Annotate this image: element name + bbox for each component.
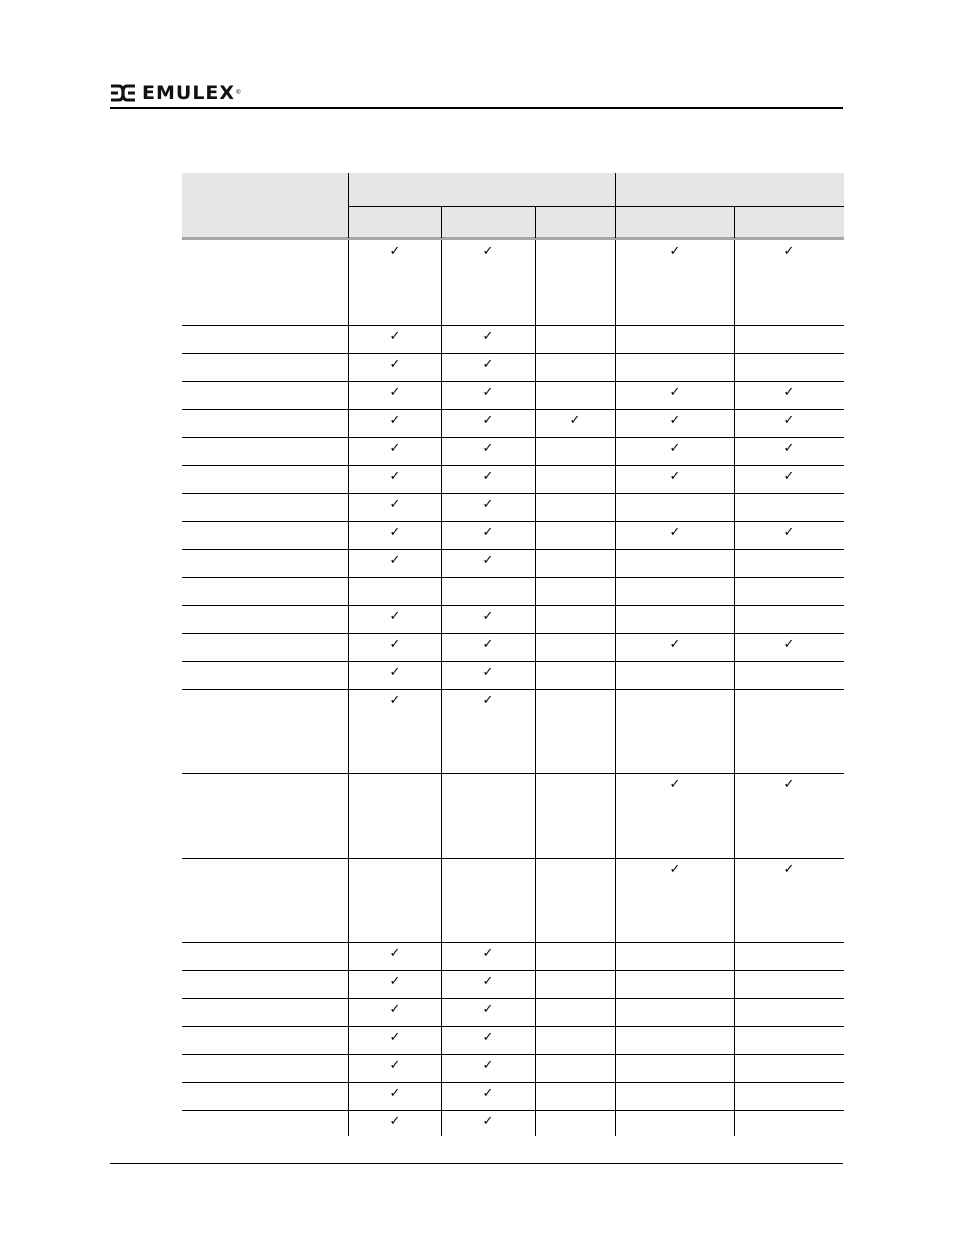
- row-separator: [182, 1110, 844, 1111]
- check-mark-icon: ✓: [389, 441, 401, 456]
- check-mark-icon: ✓: [389, 1030, 401, 1045]
- check-mark-icon: ✓: [669, 385, 681, 400]
- row-separator: [182, 465, 844, 466]
- row-separator: [182, 661, 844, 662]
- check-mark-icon: ✓: [783, 385, 795, 400]
- row-separator: [182, 1026, 844, 1027]
- check-mark-icon: ✓: [389, 244, 401, 259]
- check-mark-icon: ✓: [669, 862, 681, 877]
- check-mark-icon: ✓: [389, 497, 401, 512]
- check-mark-icon: ✓: [783, 441, 795, 456]
- check-mark-icon: ✓: [389, 1114, 401, 1129]
- row-separator: [182, 1082, 844, 1083]
- logo-registered-mark: ®: [236, 90, 241, 96]
- row-separator: [182, 325, 844, 326]
- check-mark-icon: ✓: [482, 974, 494, 989]
- header-subrow-rule: [348, 206, 844, 207]
- row-separator: [182, 577, 844, 578]
- column-divider: [734, 240, 735, 1136]
- check-mark-icon: ✓: [669, 525, 681, 540]
- check-mark-icon: ✓: [389, 974, 401, 989]
- row-separator: [182, 521, 844, 522]
- column-divider: [615, 240, 616, 1136]
- check-mark-icon: ✓: [389, 553, 401, 568]
- table-header-subcolumn-row: [182, 207, 844, 238]
- header-divider: [734, 207, 735, 238]
- check-mark-icon: ✓: [389, 385, 401, 400]
- row-separator: [182, 493, 844, 494]
- check-mark-icon: ✓: [389, 329, 401, 344]
- table-header-rule: [182, 237, 844, 240]
- header-divider: [441, 207, 442, 238]
- check-mark-icon: ✓: [482, 609, 494, 624]
- check-mark-icon: ✓: [669, 777, 681, 792]
- check-mark-icon: ✓: [389, 1086, 401, 1101]
- check-mark-icon: ✓: [669, 413, 681, 428]
- column-divider: [535, 240, 536, 1136]
- row-separator: [182, 353, 844, 354]
- check-mark-icon: ✓: [482, 693, 494, 708]
- check-mark-icon: ✓: [389, 469, 401, 484]
- check-mark-icon: ✓: [389, 637, 401, 652]
- row-separator: [182, 942, 844, 943]
- check-mark-icon: ✓: [482, 357, 494, 372]
- check-mark-icon: ✓: [482, 385, 494, 400]
- check-mark-icon: ✓: [783, 777, 795, 792]
- check-mark-icon: ✓: [669, 244, 681, 259]
- row-separator: [182, 549, 844, 550]
- emulex-logo: [110, 81, 240, 105]
- check-mark-icon: ✓: [783, 862, 795, 877]
- row-separator: [182, 633, 844, 634]
- check-mark-icon: ✓: [482, 1002, 494, 1017]
- check-mark-icon: ✓: [482, 1058, 494, 1073]
- column-divider: [348, 240, 349, 1136]
- row-separator: [182, 858, 844, 859]
- header-rule: [110, 107, 843, 109]
- row-separator: [182, 1054, 844, 1055]
- check-mark-icon: ✓: [482, 1030, 494, 1045]
- check-mark-icon: ✓: [389, 413, 401, 428]
- check-mark-icon: ✓: [389, 693, 401, 708]
- row-separator: [182, 773, 844, 774]
- check-mark-icon: ✓: [669, 441, 681, 456]
- check-mark-icon: ✓: [783, 469, 795, 484]
- check-mark-icon: ✓: [389, 357, 401, 372]
- check-mark-icon: ✓: [783, 244, 795, 259]
- check-mark-icon: ✓: [389, 525, 401, 540]
- check-mark-icon: ✓: [569, 413, 581, 428]
- emulex-mark-icon: [110, 84, 136, 102]
- row-separator: [182, 970, 844, 971]
- check-mark-icon: ✓: [389, 1058, 401, 1073]
- check-mark-icon: ✓: [669, 637, 681, 652]
- check-mark-icon: ✓: [482, 553, 494, 568]
- check-mark-icon: ✓: [482, 497, 494, 512]
- row-separator: [182, 689, 844, 690]
- footer-rule: [110, 1163, 843, 1164]
- check-mark-icon: ✓: [482, 244, 494, 259]
- check-mark-icon: ✓: [482, 665, 494, 680]
- check-mark-icon: ✓: [783, 525, 795, 540]
- check-mark-icon: ✓: [389, 946, 401, 961]
- row-separator: [182, 605, 844, 606]
- column-divider: [441, 240, 442, 1136]
- row-separator: [182, 437, 844, 438]
- check-mark-icon: ✓: [389, 1002, 401, 1017]
- check-mark-icon: ✓: [482, 329, 494, 344]
- check-mark-icon: ✓: [783, 413, 795, 428]
- check-mark-icon: ✓: [482, 413, 494, 428]
- table-header-group-row: [182, 173, 844, 207]
- check-mark-icon: ✓: [389, 609, 401, 624]
- row-separator: [182, 409, 844, 410]
- check-mark-icon: ✓: [482, 1114, 494, 1129]
- header-divider: [535, 207, 536, 238]
- check-mark-icon: ✓: [482, 525, 494, 540]
- row-separator: [182, 998, 844, 999]
- row-separator: [182, 381, 844, 382]
- check-mark-icon: ✓: [482, 1086, 494, 1101]
- page-header: [110, 78, 843, 109]
- logo-wordmark: EMULEX: [142, 82, 236, 104]
- check-mark-icon: ✓: [669, 469, 681, 484]
- check-mark-icon: ✓: [482, 637, 494, 652]
- check-mark-icon: ✓: [482, 469, 494, 484]
- check-mark-icon: ✓: [389, 665, 401, 680]
- check-mark-icon: ✓: [482, 946, 494, 961]
- check-mark-icon: ✓: [783, 637, 795, 652]
- check-mark-icon: ✓: [482, 441, 494, 456]
